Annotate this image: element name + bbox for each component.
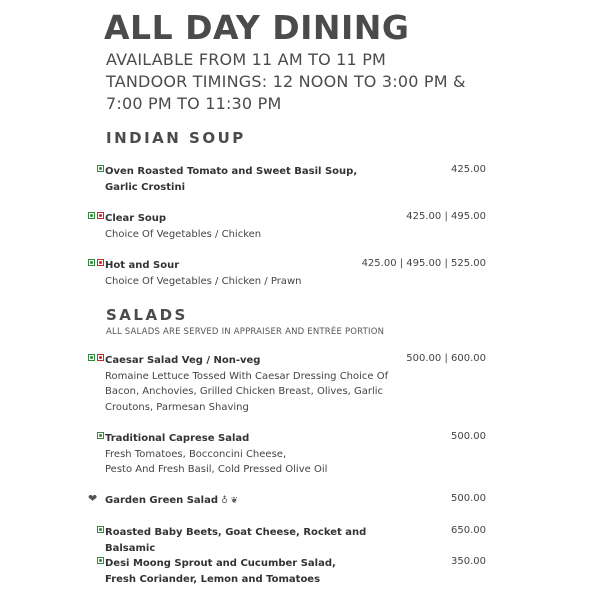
non-veg-icon <box>97 354 104 361</box>
veg-icon <box>88 212 95 219</box>
section-heading-salads: SALADS <box>106 306 188 324</box>
item-description-line-3: Croutons, Parmesan Shaving <box>105 401 249 413</box>
diet-marks <box>82 526 104 533</box>
item-description: Choice Of Vegetables / Chicken / Prawn <box>105 275 302 287</box>
diet-marks <box>82 165 104 172</box>
veg-icon <box>97 432 104 439</box>
item-name: Roasted Baby Beets, Goat Cheese, Rocket and Balsamic <box>105 527 367 554</box>
availability-line: AVAILABLE FROM 11 AM TO 11 PM <box>106 50 387 69</box>
item-description: Romaine Lettuce Tossed With Caesar Dressing Choice Of <box>105 370 389 382</box>
veg-icon <box>97 557 104 564</box>
diet-symbols: ♁ ❦ <box>221 496 239 506</box>
heart-icon: ❤ <box>88 492 98 505</box>
veg-icon <box>97 526 104 533</box>
item-price: 650.00 <box>451 525 486 536</box>
page-title: ALL DAY DINING <box>104 8 410 47</box>
veg-icon <box>88 354 95 361</box>
item-name: Garden Green Salad <box>105 495 219 506</box>
item-price: 425.00 | 495.00 | 525.00 <box>361 258 486 269</box>
section-heading-indian-soup: INDIAN SOUP <box>106 129 246 147</box>
item-description: Choice Of Vegetables / Chicken <box>105 228 262 240</box>
veg-icon <box>97 165 104 172</box>
item-description-line-2: Pesto And Fresh Basil, Cold Pressed Olive Oil <box>105 464 328 475</box>
item-price: 425.00 <box>451 164 486 175</box>
item-name: Caesar Salad Veg / Non-veg <box>105 355 261 366</box>
item-price: 500.00 | 600.00 <box>406 353 486 364</box>
item-name-line-2: Garlic Crostini <box>105 181 185 193</box>
diet-marks <box>82 212 104 219</box>
diet-marks <box>82 354 104 361</box>
item-name: Desi Moong Sprout and Cucumber Salad, <box>105 558 336 569</box>
tandoor-timings-line: TANDOOR TIMINGS: 12 NOON TO 3:00 PM & <box>106 72 466 91</box>
item-name: Oven Roasted Tomato and Sweet Basil Soup, <box>105 166 358 177</box>
salads-note: ALL SALADS ARE SERVED IN APPRAISER AND ENTRÉE PORTION <box>106 327 385 337</box>
diet-marks <box>82 557 104 564</box>
diet-marks <box>82 432 104 439</box>
item-price: 500.00 <box>451 431 486 442</box>
item-name: Hot and Sour <box>105 260 180 271</box>
item-description: Fresh Tomatoes, Bocconcini Cheese, <box>105 448 287 460</box>
non-veg-icon <box>97 259 104 266</box>
item-price: 350.00 <box>451 556 486 567</box>
tandoor-timings-line-2: 7:00 PM TO 11:30 PM <box>106 94 282 113</box>
item-description-line-2: Bacon, Anchovies, Grilled Chicken Breast, Olives, Garlic <box>105 386 384 397</box>
item-price: 425.00 | 495.00 <box>406 211 486 222</box>
non-veg-icon <box>97 212 104 219</box>
item-name: Traditional Caprese Salad <box>105 433 250 444</box>
item-name-line-2: Fresh Coriander, Lemon and Tomatoes <box>105 573 321 585</box>
item-price: 500.00 <box>451 493 486 504</box>
diet-marks <box>82 259 104 266</box>
veg-icon <box>88 259 95 266</box>
item-name: Clear Soup <box>105 213 167 224</box>
